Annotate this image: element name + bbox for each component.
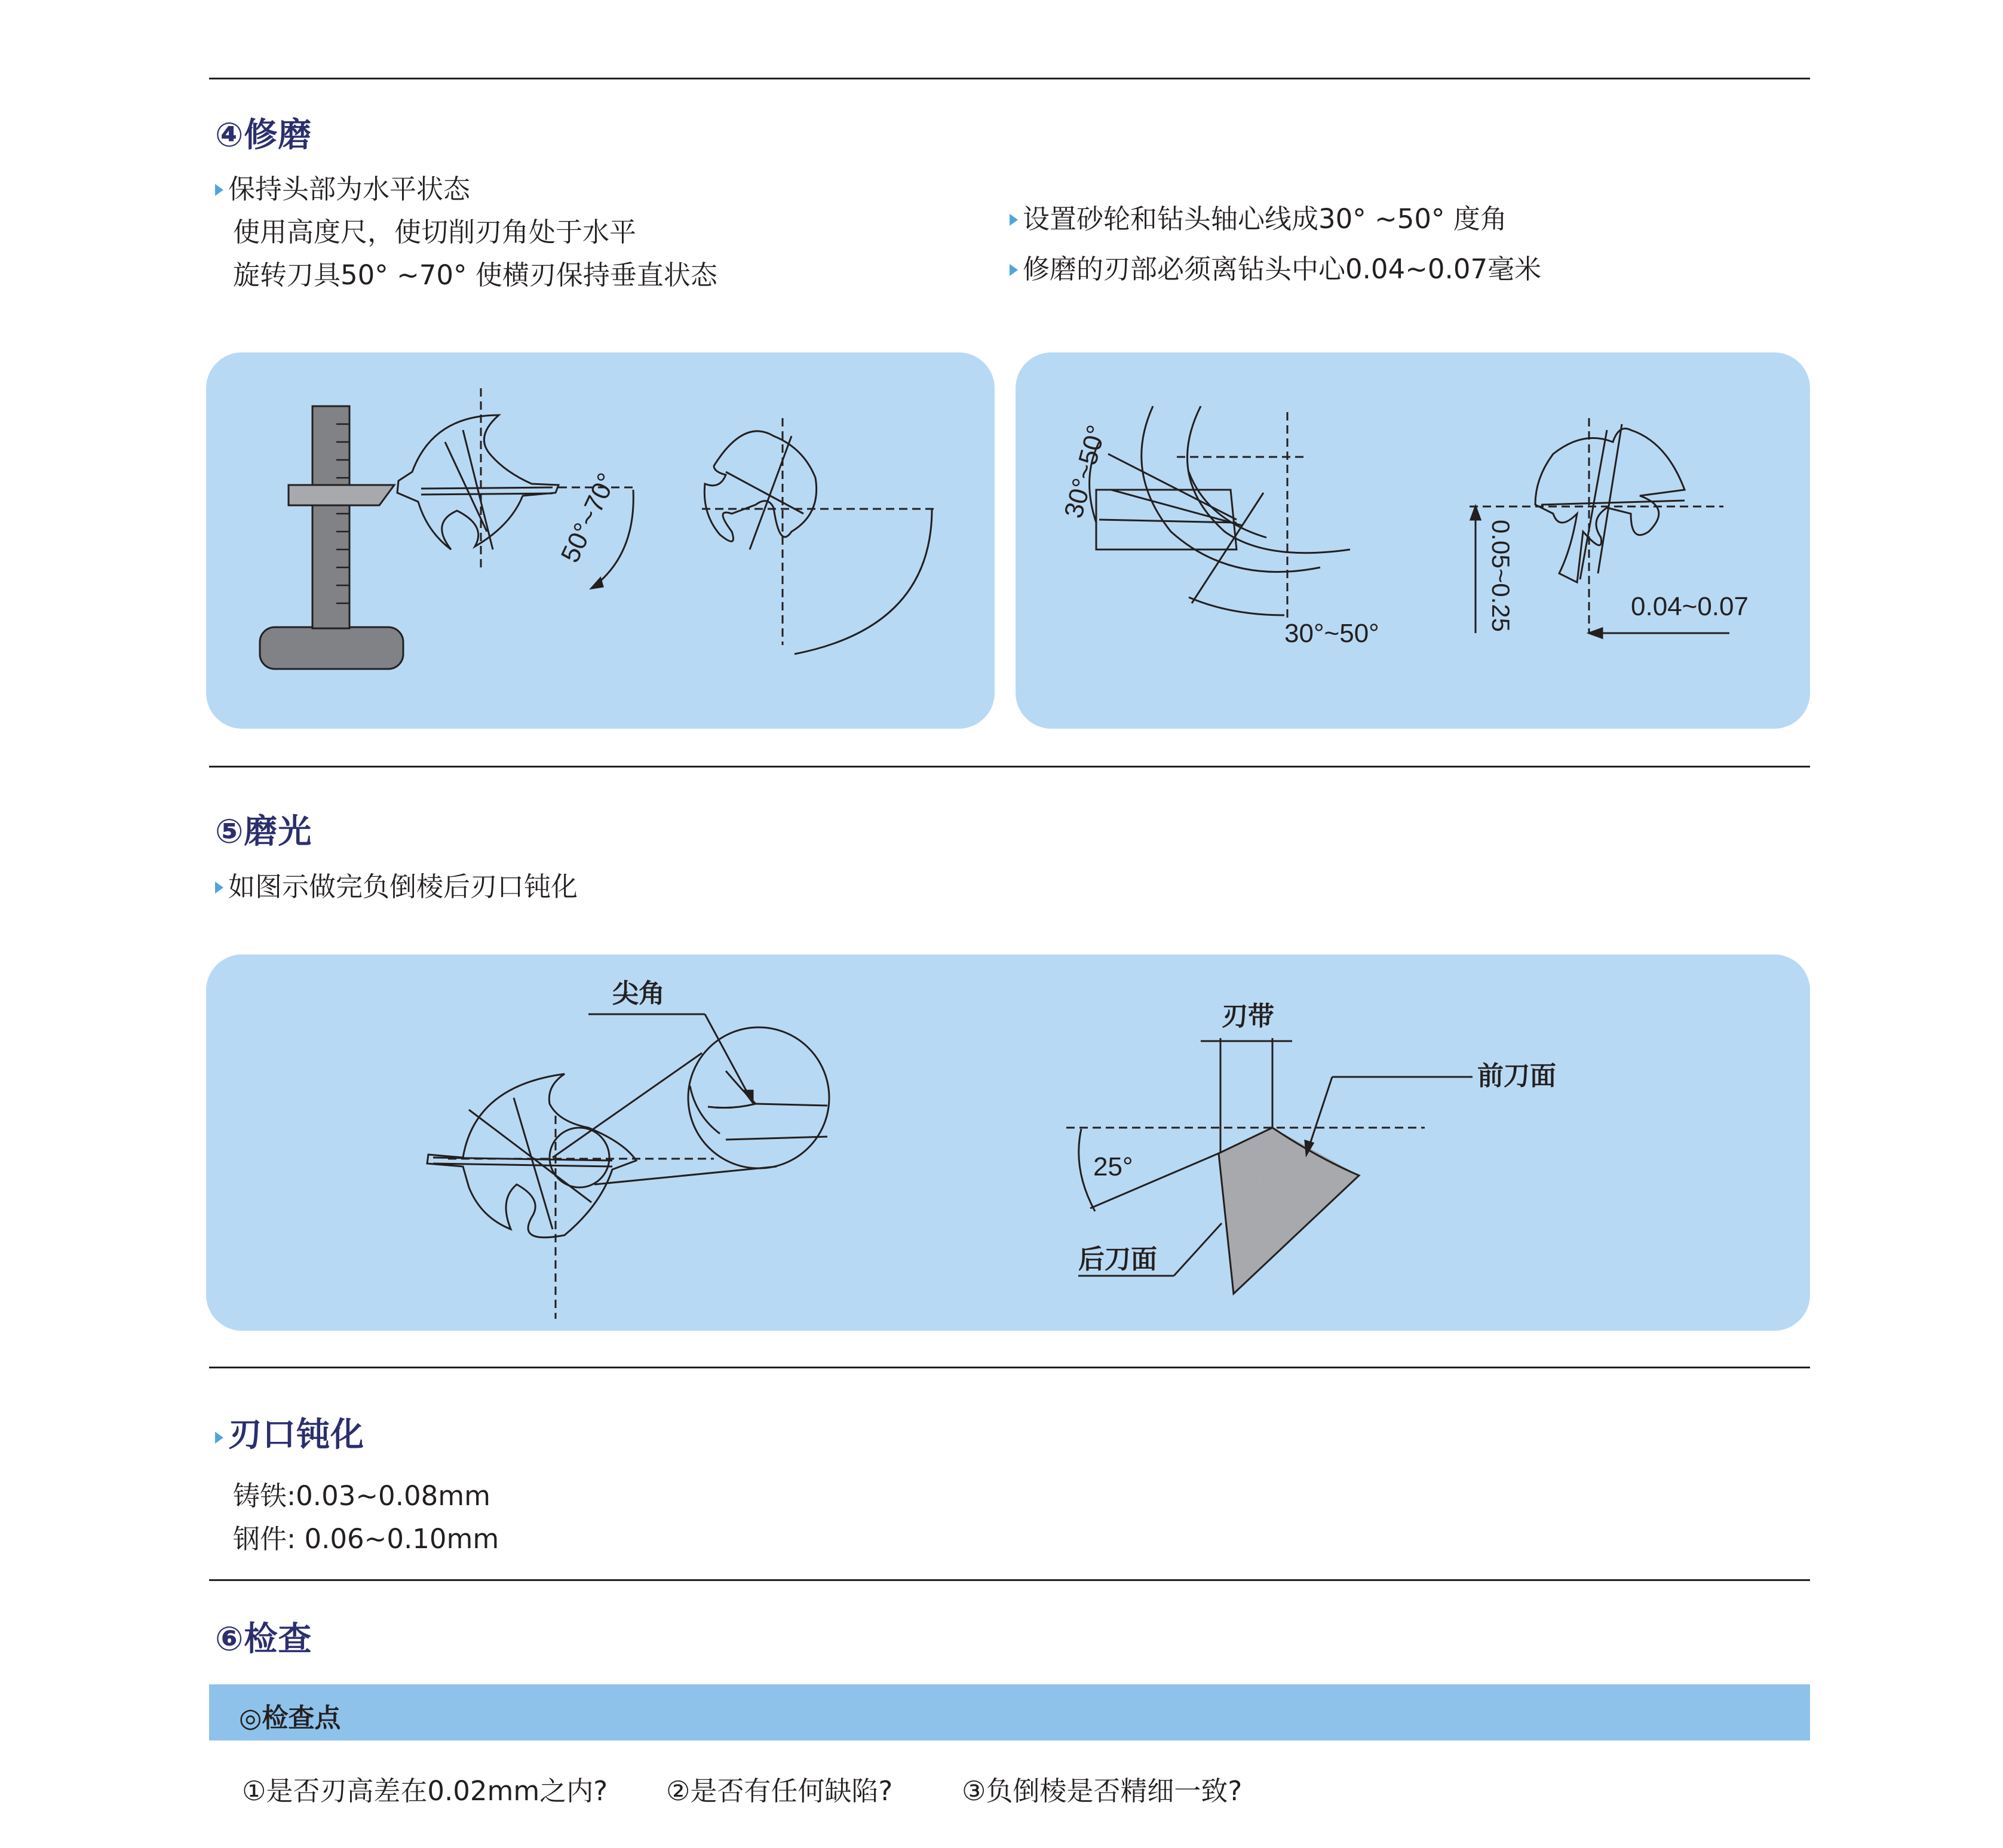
- dulling-item-steel: 钢件: 0.06~0.10mm: [233, 1523, 499, 1555]
- check-item-1: ①是否刃高差在0.02mm之内?: [242, 1775, 608, 1807]
- fig2-angle-a: 30°~50°: [1059, 422, 1112, 521]
- gauge-column: [312, 406, 349, 628]
- detail-callout-circle: [550, 1128, 609, 1187]
- check-item-2: ②是否有任何缺陷?: [666, 1775, 893, 1807]
- figure-panel-height-gauge: [206, 352, 995, 729]
- gauge-scriber: [289, 485, 394, 505]
- figure-panel-wheel-angle: [1016, 352, 1810, 729]
- wheel-angle-diagram: [1016, 352, 1810, 729]
- divider: [209, 766, 1810, 768]
- drill-profile-1: [397, 415, 559, 550]
- s4-left-line-2: 使用高度尺，使切削刃角处于水平: [233, 216, 637, 248]
- tip-label: 尖角: [612, 979, 665, 1008]
- gauge-base: [260, 627, 403, 669]
- fig1-angle-label: 50°~70°: [555, 468, 622, 567]
- height-gauge-diagram: [206, 352, 995, 729]
- honing-diagram: [206, 954, 1810, 1331]
- section5-title: ⑤磨光: [215, 812, 312, 851]
- land-label: 刃带: [1222, 1002, 1274, 1031]
- dulling-item-cast-iron: 铸铁:0.03~0.08mm: [233, 1480, 490, 1512]
- detail-magnified-circle: [688, 1027, 829, 1168]
- fig2-dim-v: 0.05~0.25: [1487, 520, 1515, 633]
- angle-25-label: 25°: [1093, 1152, 1133, 1181]
- drill-profile-3: [1535, 429, 1685, 583]
- section4-title: ④修磨: [215, 116, 312, 155]
- section6-title: ⑥检查: [215, 1620, 312, 1659]
- divider: [209, 78, 1810, 79]
- checkpoint-bar: [209, 1684, 1810, 1740]
- dulling-title: 刃口钝化: [215, 1408, 364, 1456]
- fig2-angle-b: 30°~50°: [1284, 619, 1379, 648]
- divider: [209, 1579, 1810, 1581]
- s4-right-line-1: 设置砂轮和钻头轴心线成30° ~50° 度角: [1010, 197, 1507, 236]
- s5-line: 如图示做完负倒棱后刃口钝化: [215, 865, 578, 904]
- rake-face-label: 前刀面: [1477, 1061, 1556, 1091]
- grinding-wheel-arc-inner: [1188, 406, 1351, 553]
- figure-panel-honing: [206, 954, 1810, 1331]
- fig2-dim-h: 0.04~0.07: [1631, 592, 1749, 621]
- flank-face-label: 后刀面: [1078, 1245, 1157, 1274]
- divider: [209, 1367, 1810, 1368]
- s4-left-line-1: 保持头部为水平状态: [215, 167, 470, 206]
- s4-left-line-3: 旋转刀具50° ~70° 使横刃保持垂直状态: [233, 259, 717, 291]
- drill-profile-2: [704, 431, 816, 542]
- s4-right-line-2: 修磨的刃部必须离钻头中心0.04~0.07毫米: [1010, 247, 1541, 286]
- check-item-3: ③负倒棱是否精细一致?: [962, 1775, 1243, 1807]
- checkpoint-bar-label: ◎检查点: [239, 1703, 341, 1733]
